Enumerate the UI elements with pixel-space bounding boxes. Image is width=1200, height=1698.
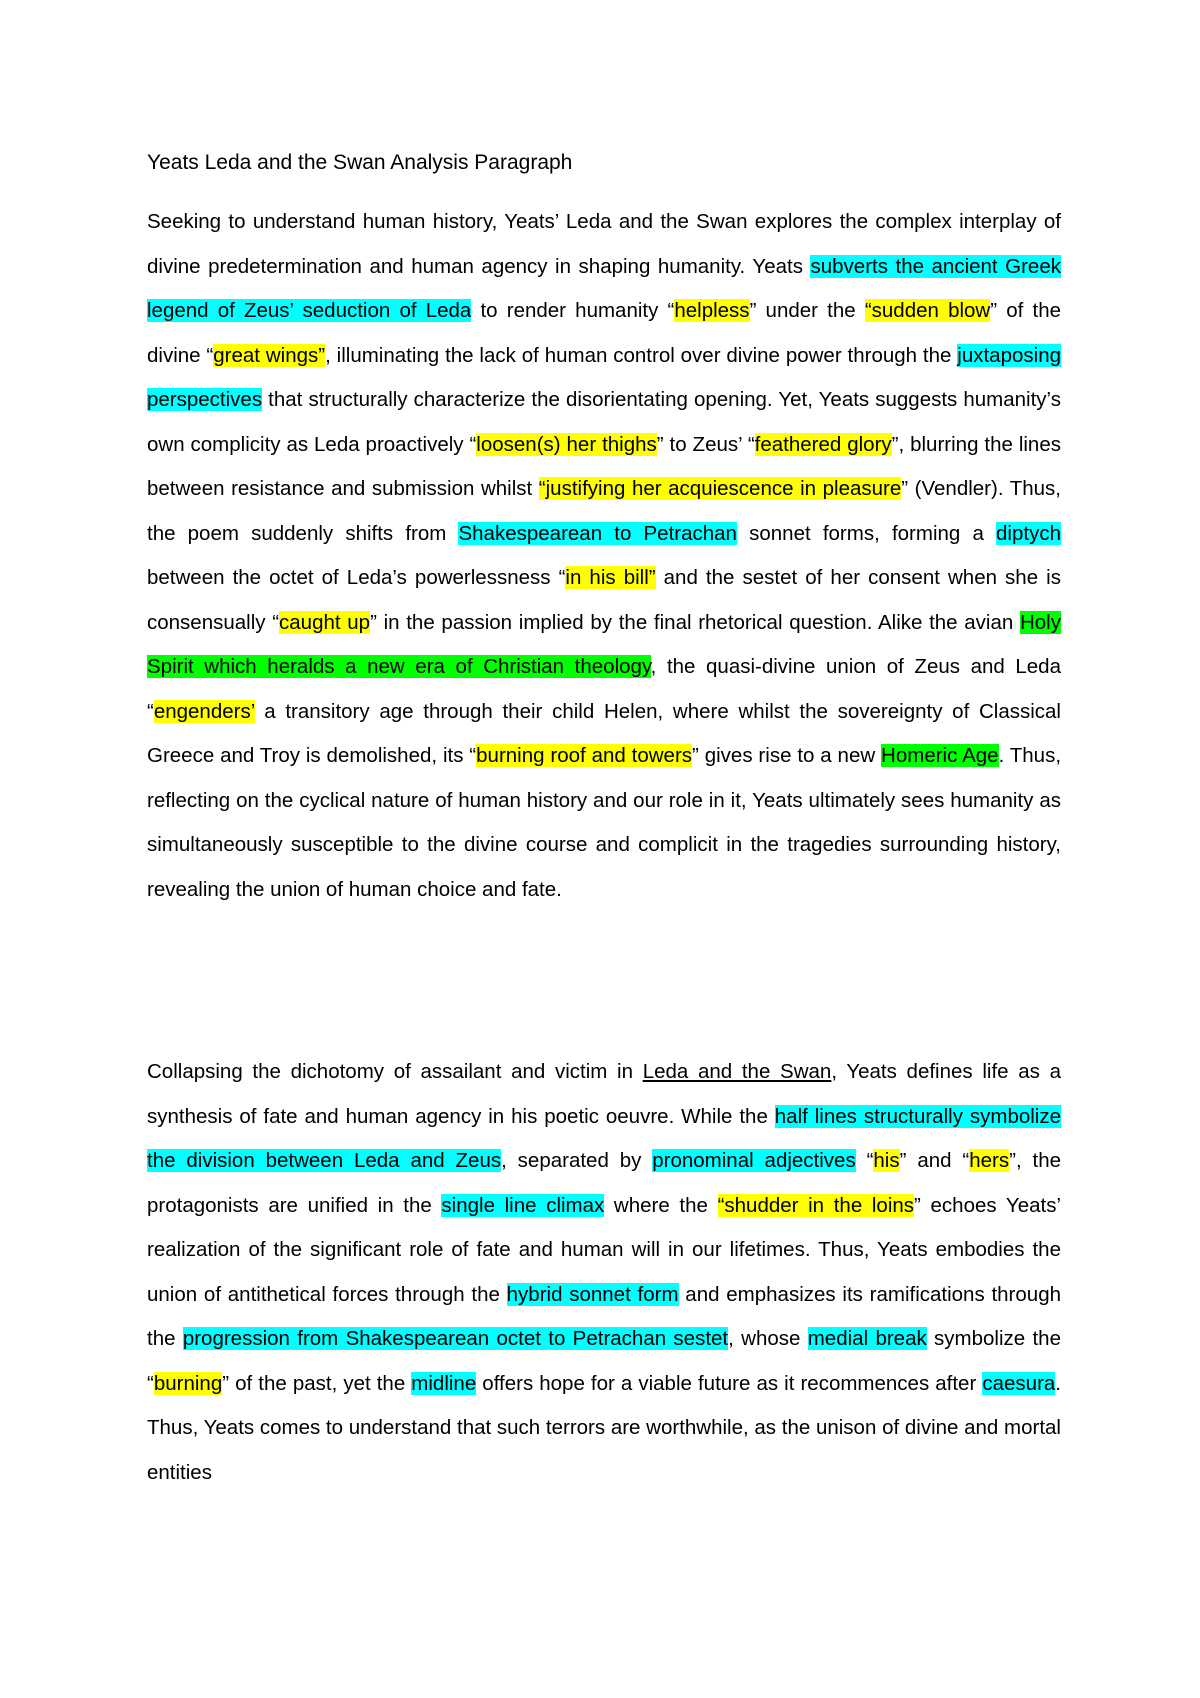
highlighted-technique: half lines structurally symbolize the division between Leda and Zeus [147,1104,1062,1172]
highlighted-technique: juxtaposing perspectives [147,343,1061,411]
highlighted-technique: caesura [982,1371,1056,1395]
highlighted-context: Holy Spirit which heralds a new era of Christian theology [147,610,1061,678]
text-run: and the sestet of her consent when she is consensually “ [147,566,1061,634]
text-run: where the [604,1193,718,1217]
highlighted-technique: Shakespearean to Petrachan [458,521,737,545]
highlighted-quote: his [873,1149,900,1172]
highlighted-technique: pronominal adjectives [652,1149,856,1172]
highlighted-quote: burning [153,1371,223,1395]
text-run: offers hope for a viable future as it recommences after [476,1371,983,1395]
highlighted-quote: great wings” [213,343,326,367]
text-run: ” echoes Yeats’ realization of the significant role of fate and human will in our lifetimes. Thus, Yeats embodies the union of antithetical forces through the [147,1193,1061,1306]
text-run: and emphasizes its ramifications through the [147,1282,1061,1350]
text-run: ” of the divine “ [147,299,1062,367]
highlighted-quote: caught up [279,610,371,634]
underlined-title: Leda and the Swan [642,1060,832,1083]
text-run: Collapsing the dichotomy of assailant and victim in [147,1060,643,1083]
highlighted-technique: hybrid sonnet form [506,1282,679,1306]
text-run: ” in the passion implied by the final rhetorical question. Alike the avian [370,610,1020,634]
highlighted-technique: medial break [807,1327,927,1350]
text-run: ” of the past, yet the [222,1371,412,1395]
text-run: . Thus, reflecting on the cyclical nature of human history and our role in it, Yeats ultimately sees humanity as simultaneously susceptible to the divine course and complicit in the tragedies surrounding history, revealing the union of human choice and fate. [147,744,1062,901]
highlighted-quote: “shudder in the loins [717,1193,915,1217]
text-run: ” to Zeus’ “ [656,432,755,456]
text-run: , illuminating the lack of human control over divine power through the [325,343,958,367]
highlighted-quote: in his bill” [565,566,656,589]
text-run: “ [855,1149,874,1172]
text-run: Seeking to understand human history, Yeats’ Leda and the Swan explores the complex interplay of divine predetermination and human agency in shaping humanity. Yeats [147,210,1061,278]
highlighted-technique: subverts the ancient Greek legend of Zeus’ seduction of Leda [147,254,1061,322]
highlighted-technique: single line climax [441,1193,605,1217]
text-run: , separated by [501,1149,653,1172]
text-run: , Yeats defines life as a synthesis of fate and human agency in his poetic oeuvre. While the [147,1060,1061,1128]
text-run: ” gives rise to a new [692,744,882,767]
text-run: , whose [728,1327,808,1350]
text-run: ” and “ [899,1149,970,1172]
text-run: ” under the [749,299,865,322]
highlighted-technique: diptych [996,521,1061,545]
highlighted-quote: hers [969,1149,1010,1172]
text-run: symbolize the “ [147,1327,1061,1395]
paragraph-analysis-1 [147,200,1061,912]
text-run: sonnet forms, forming a [736,521,997,545]
text-run: ” (Vendler). Thus, the poem suddenly shifts from [147,477,1061,545]
highlighted-quote: loosen(s) her thighs [476,432,657,456]
document-title: Yeats Leda and the Swan Analysis Paragraph [147,151,573,174]
text-run: ”, the protagonists are unified in the [147,1149,1062,1217]
text-run: between the octet of Leda’s powerlessness “ [147,566,566,589]
highlighted-technique: progression from Shakespearean octet to Petrachan sestet [182,1327,729,1350]
text-run: that structurally characterize the disorientating opening. Yet, Yeats suggests humanity’s own complicity as Leda proactively “ [147,388,1061,456]
highlighted-quote: helpless [674,299,750,322]
paragraph-analysis-2 [147,1050,1061,1495]
highlighted-context: Homeric Age [881,744,999,767]
highlighted-quote: “sudden blow [864,299,991,322]
highlighted-quote: feathered glory [754,432,892,456]
text-run: , the quasi-divine union of Zeus and Leda “ [147,655,1061,723]
text-run: . Thus, Yeats comes to understand that such terrors are worthwhile, as the unison of divine and mortal entities [147,1371,1061,1484]
text-run: ”, blurring the lines between resistance and submission whilst [147,432,1061,500]
text-run: a transitory age through their child Helen, where whilst the sovereignty of Classical Greece and Troy is demolished, its “ [147,699,1061,767]
highlighted-quote: engenders’ [153,699,255,723]
highlighted-quote: burning roof and towers [476,744,693,767]
highlighted-quote: “justifying her acquiescence in pleasure [538,477,902,500]
highlighted-technique: midline [411,1371,477,1395]
text-run: to render humanity “ [471,299,675,322]
